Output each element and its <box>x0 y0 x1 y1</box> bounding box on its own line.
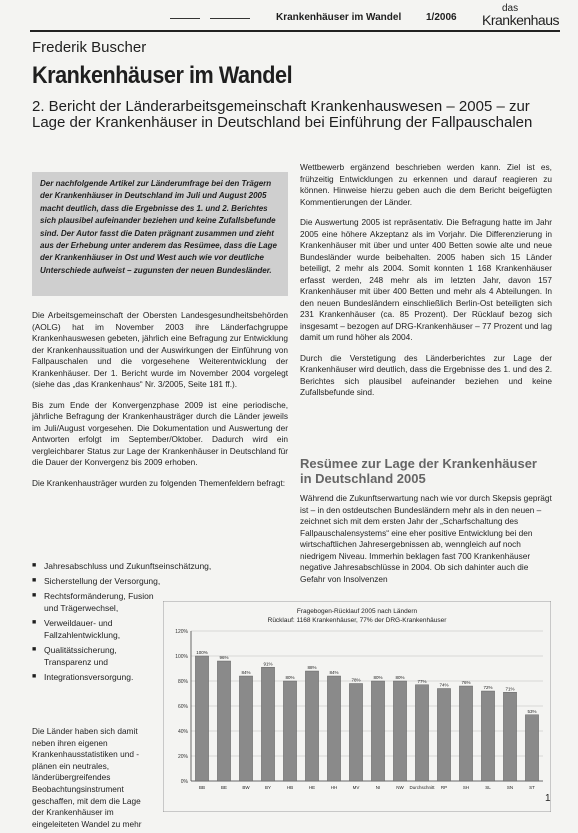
x-tick-label: HE <box>308 785 316 790</box>
data-label: 77% <box>417 678 427 684</box>
data-label: 84% <box>241 670 251 675</box>
list-item: ■ Jahresabschluss und Zukunftseinschätzung, <box>32 560 288 572</box>
paragraph: Die Auswertung 2005 ist repräsentativ. Die Befragung hatte im Jahr 2005 eine höhere Akzeptanz als im Vorjahr. Die Differenzierung in Krankenhäuser mit über und unter 400 Betten sowie alte und neue Bundesländer wurde beibehalten. 2005 haben sich 15 Länder beteiligt, 2 mehr als 2004. Somit konnten 1 168 Krankenhäuser erfasst werden, 248 mehr als im letzten Jahr, davon 157 Krankenhäuser mit über 400 Betten und mehr als 4 Abteilungen. In den neuen Bundesländern einschließlich Berlin-Ost beteiligten sich 231 Krankenhäuser (ca. 85 Prozent). Der Rücklauf bezog sich insgesamt – bezogen auf DRG-Krankenhäuser – 77 Prozent und lag damit um rund höher als 2004. <box>300 217 552 342</box>
x-tick-label: SN <box>506 785 514 790</box>
paragraph: Die Arbeitsgemeinschaft der Obersten Landesgesundheitsbehörden (AOLG) hat im November 2003 ihre Länderfachgruppe Krankenhauswesen gebeten, jährlich eine Befragung zur Entwicklung der Krankenhaussituation und der Auswirkungen der Einführung von Fallpauschalen und die vorgesehene Weiterentwicklung der Krankenhäuser. Der 1. Bericht wurde im November 2004 vorgelegt (siehe das „das Krankenhaus“ Nr. 3/2005, Seite 181 ff.). <box>32 310 288 389</box>
paragraph: Durch die Verstetigung des Länderberichtes zur Lage der Krankenhäuser wird deutlich, dass die Ergebnisse des 1. und des 2. Berichtes sich plausibel aufeinander beziehen und keine Zufallsbefunde sind. <box>300 352 552 397</box>
bar <box>327 676 340 781</box>
x-tick-label: NI <box>375 785 381 790</box>
logo-prefix: das <box>502 3 519 14</box>
y-tick-label: 0% <box>180 779 188 785</box>
y-tick-label: 100% <box>175 654 188 660</box>
response-rate-bar-chart <box>163 601 551 812</box>
bar <box>371 681 384 781</box>
data-label: 76% <box>461 680 471 685</box>
data-label: 96% <box>219 655 229 660</box>
x-tick-label: Durchschnitt <box>409 785 435 790</box>
running-title: Krankenhäuser im Wandel <box>276 12 402 23</box>
header-rule-short <box>210 18 250 19</box>
bar <box>239 676 252 781</box>
y-tick-label: 60% <box>177 704 188 710</box>
data-label: 88% <box>307 665 317 670</box>
section-heading: Resümee zur Lage der Krankenhäuser in Deutschland 2005 <box>300 456 537 486</box>
page-number: 1 <box>545 793 551 804</box>
x-tick-label: RP <box>440 785 448 790</box>
chart-title: Fragebogen-Rücklauf 2005 nach Ländern <box>296 608 418 615</box>
x-tick-label: NW <box>396 785 404 790</box>
y-tick-label: 20% <box>177 754 188 760</box>
author-name: Frederik Buscher <box>32 39 147 56</box>
data-label: 74% <box>439 682 449 688</box>
data-label: 80% <box>395 675 405 680</box>
x-tick-label: ST <box>529 785 535 790</box>
data-label: 53% <box>527 708 537 714</box>
data-label: 72% <box>483 685 493 690</box>
bar <box>283 681 296 781</box>
issue-number: 1/2006 <box>426 12 457 23</box>
bar <box>459 686 472 781</box>
bar <box>415 685 428 781</box>
paragraph: Die Krankenhausträger wurden zu folgenden Themenfeldern befragt: <box>32 477 286 488</box>
bar <box>503 692 516 781</box>
list-item: ■ Rechtsformänderung, Fusion und Trägerwechsel, <box>32 590 154 614</box>
bar <box>525 715 538 781</box>
x-tick-label: MV <box>352 785 360 790</box>
bar <box>481 691 494 781</box>
data-label: 100% <box>196 650 208 655</box>
list-item: ■ Verweildauer- und Fallzahlentwicklung, <box>32 617 154 641</box>
article-title: Krankenhäuser im Wandel <box>32 62 293 89</box>
data-label: 71% <box>505 686 515 692</box>
left-column <box>32 310 288 498</box>
bar <box>305 671 318 781</box>
list-item: ■ Qualitätssicherung, Transparenz und <box>32 644 154 668</box>
y-tick-label: 120% <box>175 629 188 635</box>
data-label: 84% <box>329 670 339 675</box>
header-rule-short <box>170 18 200 19</box>
x-tick-label: SH <box>462 785 470 790</box>
chart-subtitle: Rücklauf: 1168 Krankenhäuser, 77% der DRG-Krankenhäuser <box>267 617 447 624</box>
x-tick-label: SL <box>485 785 491 790</box>
x-tick-label: BW <box>242 785 250 790</box>
y-tick-label: 80% <box>177 679 188 685</box>
list-item: ■ Integrationsversorgung. <box>32 671 154 683</box>
x-tick-label: BB <box>198 785 206 790</box>
header-rule <box>30 30 560 32</box>
paragraph: Bis zum Ende der Konvergenzphase 2009 ist eine periodische, jährliche Befragung der Krankenhausträger durch die Länder jeweils im Juli/August vorgesehen. Die Dokumentation und Auswertung der Antworten erfolgt im September/Oktober. Dadurch wird ein vergleichbarer Status zur Lage der Krankenhäuser in Deutschland für die Dauer der Konvergenz bis 2009 erhoben. <box>32 399 288 467</box>
bar <box>195 656 208 781</box>
journal-logo: Krankenhaus <box>482 12 560 28</box>
article-subtitle: 2. Bericht der Länderarbeitsgemeinschaft Krankenhauswesen – 2005 – zur Lage der Krankenhäuser in Deutschland bei Einführung der Fallpauschalen <box>32 98 533 131</box>
intro-box: Der nachfolgende Artikel zur Länderumfrage bei den Trägern der Krankenhäuser in Deutschland im Juli und August 2005 macht deutlich, dass die Ergebnisse des 1. und 2. Berichtes sich plausibel aufeinander beziehen und keine Zufallsbefunde sind. Der Autor fasst die Daten prägnant zusammen und zieht aus der Erhebung unter anderem das Resümee, dass die Lage der Krankenhäuser in Ost und West auch wie vor deutliche Unterschiede aufweist – zugunsten der neuen Bundesländer. <box>32 172 288 296</box>
paragraph: Die Länder haben sich damit neben ihren eigenen Krankenhausstatistiken und -plänen ein neutrales, länderübergreifendes Beobachtungsinstrument geschaffen, mit dem die Lage der Krankenhäuser im eingeleiteten Wandel zu mehr <box>32 726 142 829</box>
x-tick-label: HB <box>286 785 294 790</box>
data-label: 80% <box>373 675 383 680</box>
bar <box>393 681 406 781</box>
x-tick-label: HH <box>330 785 338 790</box>
data-label: 91% <box>263 661 273 667</box>
x-tick-label: BY <box>264 785 272 790</box>
y-tick-label: 40% <box>177 729 188 735</box>
x-tick-label: BE <box>220 785 228 790</box>
data-label: 80% <box>285 675 295 680</box>
bar <box>217 661 230 781</box>
paragraph: Wettbewerb ergänzend beschrieben werden kann. Ziel ist es, frühzeitig Entwicklungen zu erkennen und darauf reagieren zu können. Hinweise hierzu geben auch die dem Bericht beigefügten Kommentierungen der Länder. <box>300 162 552 207</box>
bar <box>261 667 274 781</box>
data-label: 78% <box>351 677 361 683</box>
list-item: ■ Sicherstellung der Versorgung, <box>32 575 288 587</box>
right-column <box>300 162 552 408</box>
bar <box>437 689 450 782</box>
bar <box>349 684 362 782</box>
paragraph: Während die Zukunftserwartung nach wie vor durch Skepsis geprägt ist – in den ostdeutschen Bundesländern mehr als in den neuen – zeichnet sich mit dem ersten Jahr der „Scharfschaltung des Fallpauschalensystems“ eine eher positive Entwicklung bei den wirtschaftlichen Jahresergebnissen ab, wenngleich auf noch niedrigem Niveau. Immerhin beklagen fast 700 Krankenhäuser negative Jahresabschlüsse in 2004. Ob sich dahinter auch die Gefahr von Insolvenzen <box>300 493 552 584</box>
